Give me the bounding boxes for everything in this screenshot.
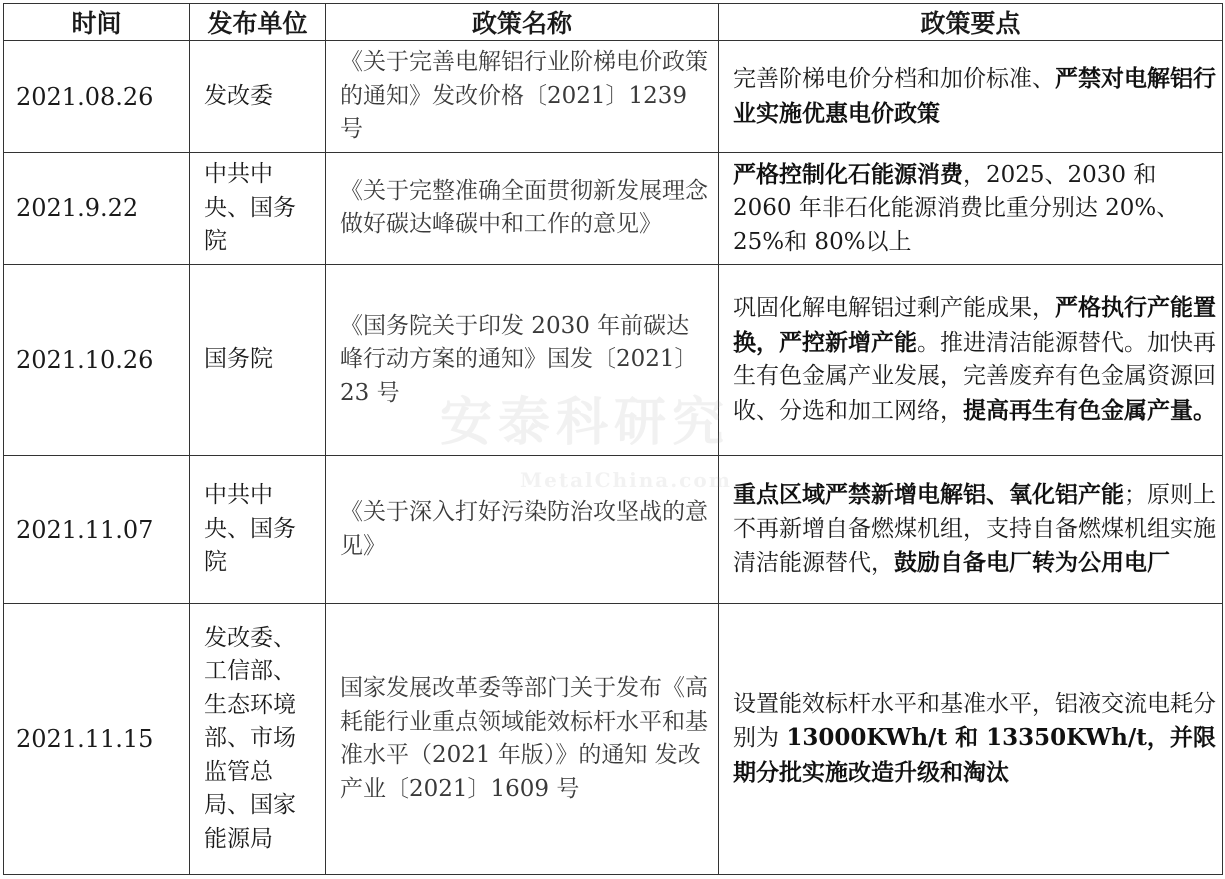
table-row (4, 455, 1223, 603)
row-date: 2021.9.22 (4, 153, 190, 264)
policy-point-emphasis: 严格执行产能置换，严控新增产能 (733, 294, 1216, 356)
row-policy-name: 国家发展改革委等部门关于发布《高耗能行业重点领域能效标杆水平和基准水平（2021 年版）》的通知 发改产业〔2021〕1609 号 (326, 604, 719, 875)
policy-point-emphasis: 鼓励自备电厂转为公用电厂 (894, 549, 1170, 577)
policy-point-emphasis: 严禁对电解铝行业实施优惠电价政策 (733, 65, 1216, 127)
row-unit: 发改委、工信部、生态环境部、市场监管总局、国家能源局 (190, 604, 326, 875)
row-policy-points (719, 153, 1223, 264)
row-unit: 发改委 (190, 41, 326, 153)
policy-point-text: ，2025、2030 和 2060 年非石化能源消费比重分别达 20%、25%和 80%以上 (733, 161, 1180, 255)
watermark-url: MetalChina.com (520, 468, 732, 492)
policy-point-text: ；原则上不再新增自备燃煤机组，支持自备燃煤机组实施清洁能源替代， (733, 482, 1216, 577)
header-unit: 发布单位 (190, 4, 326, 41)
policy-point-text: 设置能效标杆水平和基准水平，铝液交流电耗分别为 (733, 690, 1216, 752)
row-date: 2021.11.07 (4, 455, 190, 603)
header-date: 时间 (4, 4, 190, 41)
table-row (4, 41, 1223, 153)
row-date: 2021.10.26 (4, 264, 190, 455)
row-policy-name: 《国务院关于印发 2030 年前碳达峰行动方案的通知》国发〔2021〕23 号 (326, 264, 719, 455)
row-date: 2021.08.26 (4, 41, 190, 153)
table-row (4, 604, 1223, 875)
policy-point-text: 巩固化解电解铝过剩产能成果， (733, 295, 1055, 322)
row-policy-points (719, 264, 1223, 455)
policy-point-emphasis: 提高再生有色金属产量。 (963, 396, 1216, 424)
row-unit: 中共中央、国务院 (190, 153, 326, 264)
table-row (4, 264, 1223, 455)
policy-point-text: 。推进清洁能源替代。加快再生有色金属产业发展，完善废弃有色金属资源回收、分选和加工网络， (733, 329, 1216, 424)
row-policy-points (719, 604, 1223, 875)
policy-table (3, 3, 1223, 875)
header-row (4, 4, 1223, 41)
policy-point-text: 完善阶梯电价分档和加价标准、 (733, 66, 1055, 93)
row-policy-name: 《关于深入打好污染防治攻坚战的意见》 (326, 455, 719, 603)
policy-point-emphasis: 13000KWh/t 和 13350KWh/t，并限期分批实施改造升级和淘汰 (733, 724, 1216, 786)
row-policy-points (719, 455, 1223, 603)
header-name: 政策名称 (326, 4, 719, 41)
row-unit: 中共中央、国务院 (190, 455, 326, 603)
row-unit: 国务院 (190, 264, 326, 455)
policy-point-emphasis: 严格控制化石能源消费 (733, 160, 963, 188)
table-row (4, 153, 1223, 264)
row-policy-points (719, 41, 1223, 153)
row-policy-name: 《关于完善电解铝行业阶梯电价政策的通知》发改价格〔2021〕1239 号 (326, 41, 719, 153)
row-date: 2021.11.15 (4, 604, 190, 875)
policy-point-emphasis: 重点区域严禁新增电解铝、氧化铝产能 (733, 481, 1124, 509)
row-policy-name: 《关于完整准确全面贯彻新发展理念做好碳达峰碳中和工作的意见》 (326, 153, 719, 264)
header-points: 政策要点 (719, 4, 1223, 41)
watermark-logo: 安泰科研究 (440, 392, 731, 453)
